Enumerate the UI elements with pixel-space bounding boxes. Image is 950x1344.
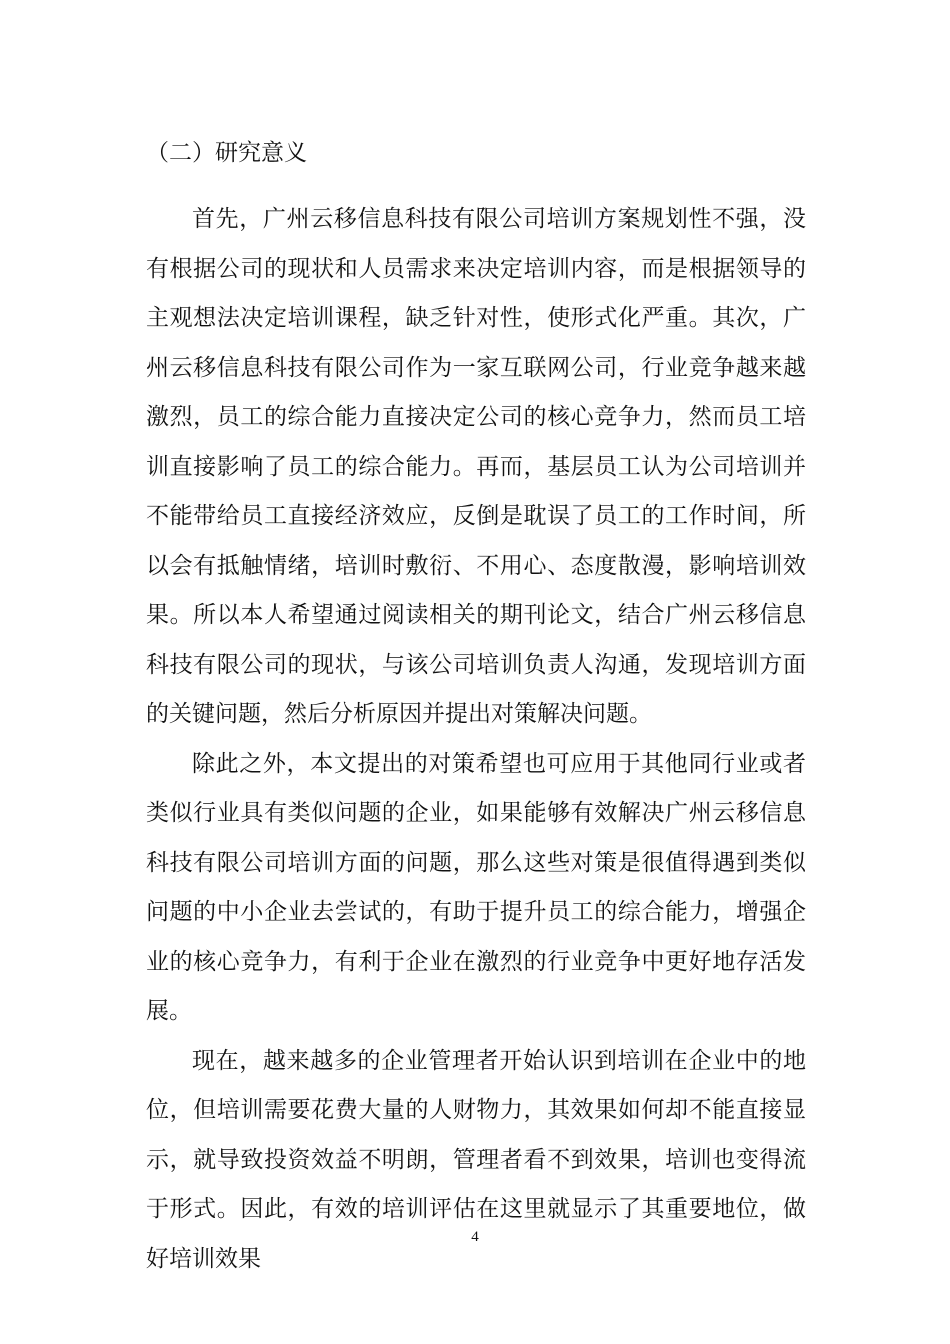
paragraph-1: 首先，广州云移信息科技有限公司培训方案规划性不强，没有根据公司的现状和人员需求来决定培训内容，而是根据领导的主观想法决定培训课程，缺乏针对性，使形式化严重。其次，广州云移信息科技有限公司作为一家互联网公司，行业竞争越来越激烈，员工的综合能力直接决定公司的核心竞争力，然而员工培训直接影响了员工的综合能力。再而，基层员工认为公司培训并不能带给员工直接经济效应，反倒是耽误了员工的工作时间，所以会有抵触情绪，培训时敷衍、不用心、态度散漫，影响培训效果。所以本人希望通过阅读相关的期刊论文，结合广州云移信息科技有限公司的现状，与该公司培训负责人沟通，发现培训方面的关键问题，然后分析原因并提出对策解决问题。 [146,206,806,727]
page-number: 4 [471,1229,479,1245]
section-heading: （二）研究意义 [146,140,307,166]
paragraph-2: 除此之外，本文提出的对策希望也可应用于其他同行业或者类似行业具有类似问题的企业，如果能够有效解决广州云移信息科技有限公司培训方面的问题，那么这些对策是很值得遇到类似问题的中小企业去尝试的，有助于提升员工的综合能力，增强企业的核心竞争力，有利于企业在激烈的行业竞争中更好地存活发展。 [146,750,806,1024]
body-text [146,195,806,1284]
paragraph-3: 现在，越来越多的企业管理者开始认识到培训在企业中的地位，但培训需要花费大量的人财物力，其效果如何却不能直接显示，就导致投资效益不明朗，管理者看不到效果，培训也变得流于形式。因此，有效的培训评估在这里就显示了其重要地位，做好培训效果 [146,1047,806,1272]
